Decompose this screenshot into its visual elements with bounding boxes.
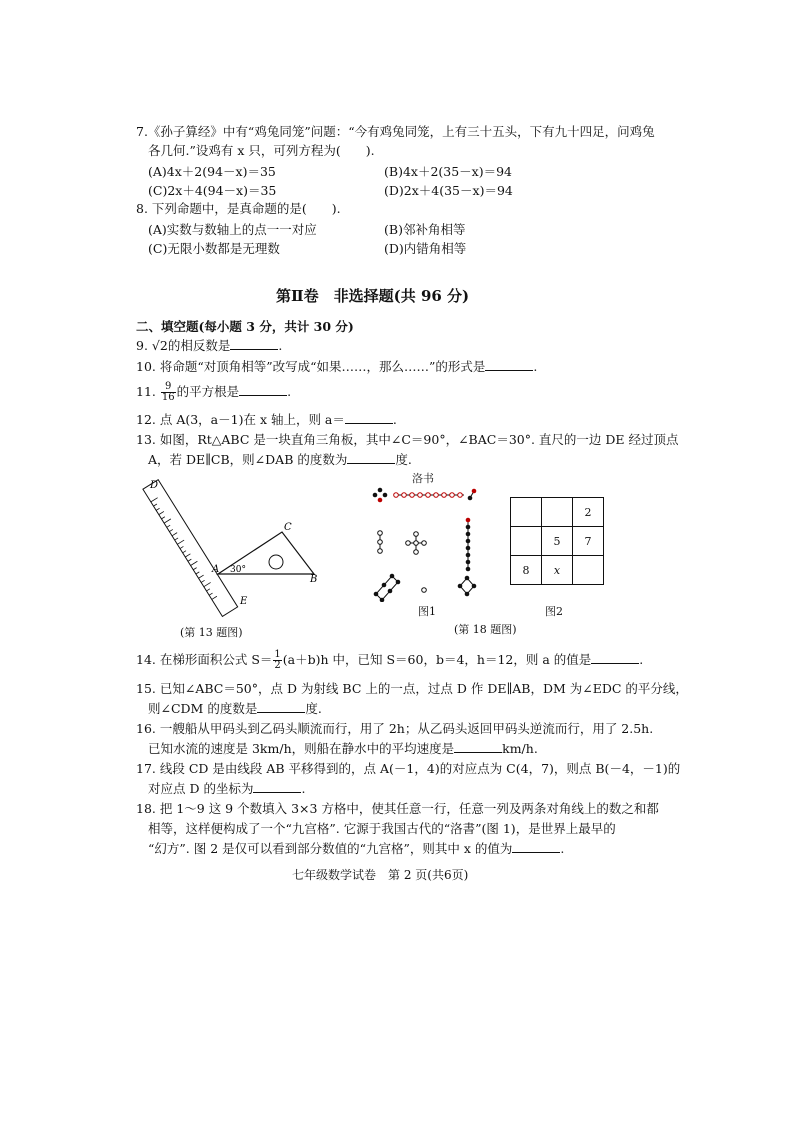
q8-option-d: (D)内错角相等 xyxy=(384,241,467,256)
q15-answer-blank[interactable] xyxy=(257,701,305,713)
q8-stem: 8. 下列命题中，是真命题的是( ). xyxy=(136,201,341,216)
figure-13 xyxy=(136,476,336,626)
q17-line1: 17. 线段 CD 是由线段 AB 平移得到的，点 A(－1，4)的对应点为 C(4，7)，则点 B(－4，－1)的 xyxy=(136,761,681,776)
q17-end: . xyxy=(301,781,306,796)
q7-option-a: (A)4x＋2(94－x)＝35 xyxy=(148,164,276,179)
q13-line2-text: A，若 DE∥CB，则∠DAB 的度数为 xyxy=(148,452,348,467)
luoshu-middle-row xyxy=(378,518,471,572)
q8-option-a: (A)实数与数轴上的点一一对应 xyxy=(148,222,317,237)
q14-post: (a＋b)h 中，已知 S＝60，b＝4，h＝12，则 a 的值是 xyxy=(282,652,592,667)
q15-end: 度. xyxy=(305,701,322,716)
q11-fraction xyxy=(161,382,176,403)
q10 xyxy=(136,359,537,375)
q15-line2 xyxy=(148,701,322,717)
q13-line2 xyxy=(148,452,412,468)
q7-option-d: (D)2x＋4(35－x)＝94 xyxy=(384,183,513,198)
q18-answer-blank[interactable] xyxy=(512,841,560,853)
q18-line1: 18. 把 1～9 这 9 个数填入 3×3 方格中，使其任意一行，任意一列及两条对角线上的数之和都 xyxy=(136,801,659,816)
q12-text: 12. 点 A(3，a－1)在 x 轴上，则 a＝ xyxy=(136,412,345,427)
q17-line2-text: 对应点 D 的坐标为 xyxy=(148,781,254,796)
q14-answer-blank[interactable] xyxy=(591,652,639,664)
q10-answer-blank[interactable] xyxy=(485,359,533,371)
q14 xyxy=(136,649,643,671)
angle-30-label: 30° xyxy=(230,565,246,575)
q14-end: . xyxy=(639,652,644,667)
q16-end: km/h. xyxy=(502,741,538,756)
fill-in-title: 二、填空题(每小题 3 分，共计 30 分) xyxy=(136,319,354,334)
q16-line1: 16. 一艘船从甲码头到乙码头顺流而行，用了 2h；从乙码头返回甲码头逆流而行，用了 2.5h. xyxy=(136,721,654,736)
label-a: A xyxy=(212,564,220,575)
grid-cell: 8 xyxy=(511,556,542,585)
label-b: B xyxy=(310,574,318,585)
q11-number: 11. xyxy=(136,384,156,399)
grid-cell xyxy=(573,556,604,585)
q12-answer-blank[interactable] xyxy=(345,412,393,424)
grid-cell: 7 xyxy=(573,527,604,556)
q17-answer-blank[interactable] xyxy=(253,781,301,793)
figure-13-caption: (第 13 题图) xyxy=(180,626,243,639)
q13-line1: 13. 如图，Rt△ABC 是一块直角三角板，其中∠C＝90°，∠BAC＝30°. 直尺的一边 DE 经过顶点 xyxy=(136,432,679,447)
part2-title: 第Ⅱ卷 非选择题(共 96 分) xyxy=(276,287,470,305)
label-c: C xyxy=(284,522,292,533)
q17-line2 xyxy=(148,781,305,797)
q12-end: . xyxy=(392,412,397,427)
grid-cell: x xyxy=(542,556,573,585)
q11-frac-den: 16 xyxy=(161,392,175,403)
q7-stem-line2: 各几何.”设鸡有 x 只，可列方程为( ). xyxy=(148,143,375,158)
q9-number: 9. xyxy=(136,338,148,353)
q9 xyxy=(136,338,282,354)
q9-answer-blank[interactable] xyxy=(230,338,278,350)
q14-frac-num: 1 xyxy=(274,649,281,660)
figure-18-caption: (第 18 题图) xyxy=(454,623,517,636)
q11-answer-blank[interactable] xyxy=(239,384,287,396)
grid-cell xyxy=(542,498,573,527)
q16-line2 xyxy=(148,741,538,757)
luoshu-figure xyxy=(368,486,478,602)
q15-line1: 15. 已知∠ABC＝50°，点 D 为射线 BC 上的一点，过点 D 作 DE∥AB，DM 为∠EDC 的平分线， xyxy=(136,681,688,696)
figure-2-label: 图2 xyxy=(545,605,563,618)
q8-option-c: (C)无限小数都是无理数 xyxy=(148,241,280,256)
q12 xyxy=(136,412,397,428)
q9-radical: √2 xyxy=(151,338,168,353)
q7-option-c: (C)2x＋4(94－x)＝35 xyxy=(148,183,277,198)
luoshu-bottom-row xyxy=(374,574,477,602)
q14-frac-den: 2 xyxy=(274,660,281,671)
ruler xyxy=(143,480,238,617)
q10-end: . xyxy=(533,359,538,374)
q13-answer-blank[interactable] xyxy=(347,452,395,464)
q7-option-b: (B)4x＋2(35－x)＝94 xyxy=(384,164,513,179)
q16-answer-blank[interactable] xyxy=(454,741,502,753)
q14-fraction xyxy=(273,650,281,671)
q9-text: 的相反数是 xyxy=(167,338,231,353)
q15-line2-text: 则∠CDM 的度数是 xyxy=(148,701,258,716)
figure-1-label: 图1 xyxy=(418,605,436,618)
q18-line3 xyxy=(148,841,564,857)
q16-line2-text: 已知水流的速度是 3km/h，则船在静水中的平均速度是 xyxy=(148,741,455,756)
q11-frac-num: 9 xyxy=(161,382,176,393)
q10-text: 10. 将命题“对顶角相等”改写成“如果……，那么……”的形式是 xyxy=(136,359,486,374)
nine-grid xyxy=(510,497,604,585)
q18-line3-text: “幻方”. 图 2 是仅可以看到部分数值的“九宫格”，则其中 x 的值为 xyxy=(148,841,513,856)
grid-cell: 2 xyxy=(573,498,604,527)
q7-stem-line1: 7.《孙子算经》中有“鸡兔同笼”问题：“今有鸡兔同笼，上有三十五头，下有九十四足，问鸡兔 xyxy=(136,124,655,139)
page-footer: 七年级数学试卷 第 2 页(共6页) xyxy=(292,868,469,882)
q13-end: 度. xyxy=(395,452,412,467)
luoshu-title: 洛书 xyxy=(412,472,434,485)
q18-end: . xyxy=(560,841,565,856)
q18-line2: 相等，这样便构成了一个“九宫格”. 它源于我国古代的“洛書”(图 1)，是世界上最早的 xyxy=(148,821,616,836)
grid-cell: 5 xyxy=(542,527,573,556)
luoshu-top-row xyxy=(373,488,477,503)
q14-pre: 14. 在梯形面积公式 S＝ xyxy=(136,652,273,667)
q9-end: . xyxy=(278,338,283,353)
q11-text: 的平方根是 xyxy=(176,384,240,399)
label-d: D xyxy=(150,480,159,491)
q11-end: . xyxy=(287,384,292,399)
q11 xyxy=(136,381,291,403)
label-e: E xyxy=(240,596,248,607)
q8-option-b: (B)邻补角相等 xyxy=(384,222,466,237)
grid-cell xyxy=(511,498,542,527)
grid-cell xyxy=(511,527,542,556)
